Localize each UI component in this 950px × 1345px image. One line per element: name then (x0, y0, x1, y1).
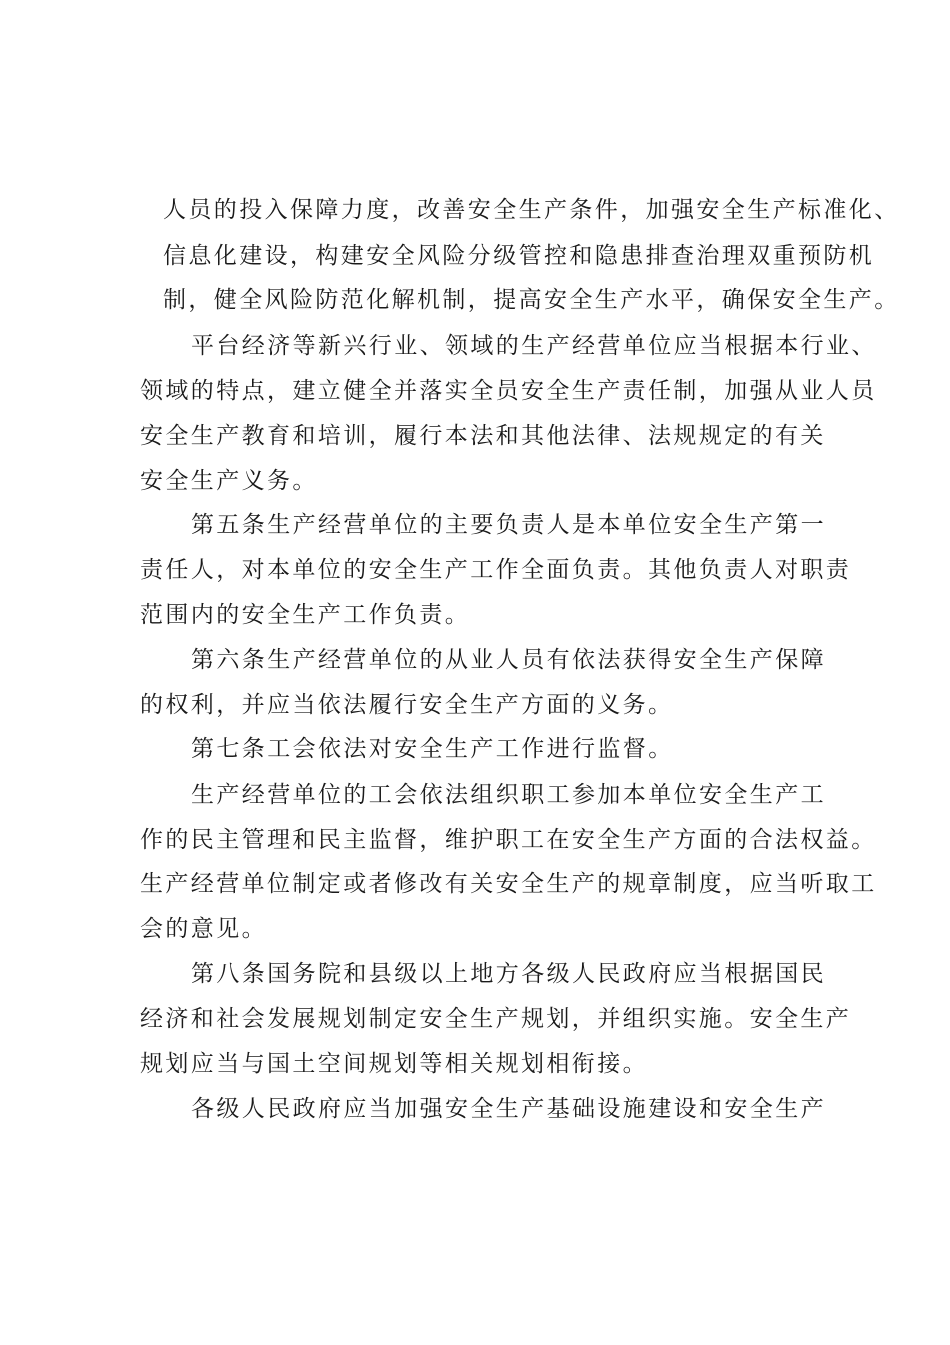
text-line: 责任人，对本单位的安全生产工作全面负责。其他负责人对职责 (140, 557, 852, 583)
text-line: 安全生产义务。 (140, 468, 318, 494)
text-line: 范围内的安全生产工作负责。 (140, 602, 471, 628)
text-line: 各级人民政府应当加强安全生产基础设施建设和安全生产 (191, 1096, 826, 1122)
text-line: 的权利，并应当依法履行安全生产方面的义务。 (140, 692, 674, 718)
text-line: 制，健全风险防范化解机制，提高安全生产水平，确保安全生产。 (163, 287, 900, 313)
text-line: 平台经济等新兴行业、领域的生产经营单位应当根据本行业、 (191, 333, 877, 359)
text-line: 信息化建设，构建安全风险分级管控和隐患排查治理双重预防机 (163, 243, 875, 269)
text-line: 第七条工会依法对安全生产工作进行监督。 (191, 736, 674, 762)
text-line: 会的意见。 (140, 916, 267, 942)
text-line: 第五条生产经营单位的主要负责人是本单位安全生产第一 (191, 512, 826, 538)
text-line: 人员的投入保障力度，改善安全生产条件，加强安全生产标准化、 (163, 197, 900, 223)
text-line: 规划应当与国土空间规划等相关规划相衔接。 (140, 1051, 648, 1077)
text-line: 生产经营单位制定或者修改有关安全生产的规章制度，应当听取工 (140, 871, 877, 897)
text-line: 领域的特点，建立健全并落实全员安全生产责任制，加强从业人员 (140, 378, 877, 404)
text-line: 第六条生产经营单位的从业人员有依法获得安全生产保障 (191, 647, 826, 673)
text-line: 安全生产教育和培训，履行本法和其他法律、法规规定的有关 (140, 423, 826, 449)
text-line: 经济和社会发展规划制定安全生产规划，并组织实施。安全生产 (140, 1006, 852, 1032)
text-line: 生产经营单位的工会依法组织职工参加本单位安全生产工 (191, 782, 826, 808)
text-line: 第八条国务院和县级以上地方各级人民政府应当根据国民 (191, 961, 826, 987)
text-line: 作的民主管理和民主监督，维护职工在安全生产方面的合法权益。 (140, 827, 877, 853)
